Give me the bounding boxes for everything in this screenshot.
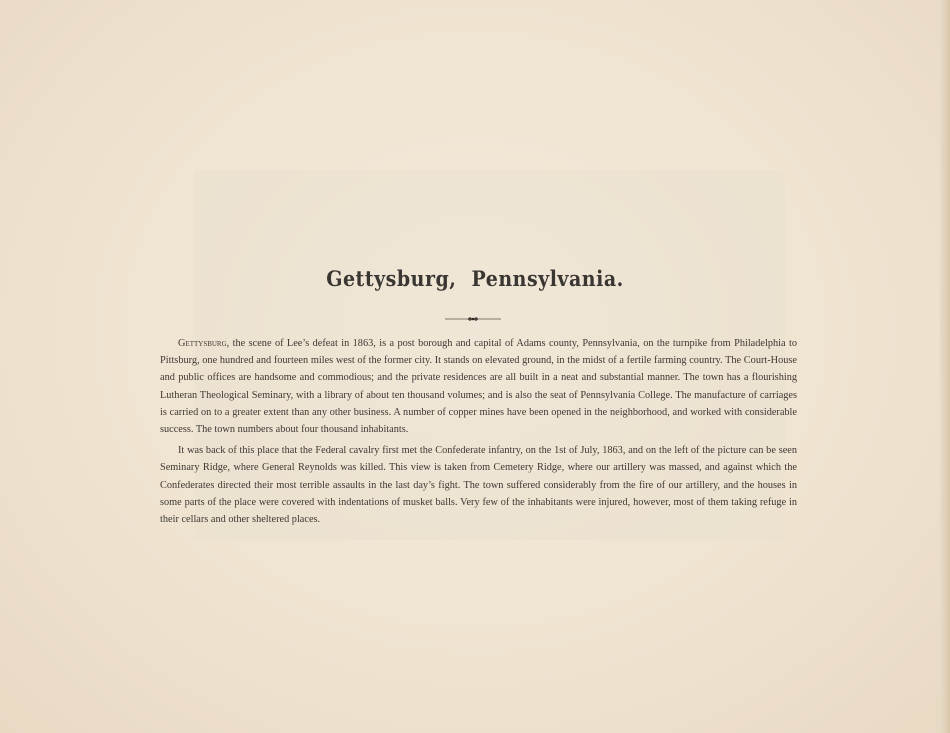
paragraph-1-lead: Gettysburg [178,338,227,349]
paragraph-1 [160,335,797,438]
title-word-2: Pennsylvania. [471,266,624,292]
title-word-1: Gettysburg, [326,266,457,292]
paragraph-1-body: , the scene of Lee’s defeat in 1863, is a post borough and capital of Adams county, Pennsylvania, on the turnpike from Philadelphia to Pittsburg, one hundred and fourteen miles west of the former city. It stands on elevated ground, in the midst of a fertile farming country. The Court-House and public offices are handsome and commodious; and the private residences are all built in a neat and substantial manner. The town has a flourishing Lutheran Theological Seminary, with a library of about ten thousand volumes; and is also the seat of Pennsylvania College. The manufacture of carriages is carried on to a greater extent than any other business. A number of copper mines have been opened in the neighborhood, and worked with considerable success. The town numbers about four thousand inhabitants. [160,338,797,436]
page-edge [940,0,950,733]
page-title [0,266,950,291]
paragraph-2: It was back of this place that the Federal cavalry first met the Confederate infantry, on the 1st of July, 1863, and on the left of the picture can be seen Seminary Ridge, where General Reynolds was killed. This view is taken from Cemetery Ridge, where our artillery was massed, and against which the Confederates directed their most terrible assaults in the last day’s fight. The town suffered considerably from the fire of our artillery, and the houses in some parts of the place were covered with indentations of musket balls. Very few of the inhabitants were injured, however, most of them taking refuge in their cellars and other sheltered places. [160,445,797,526]
divider-ornament-icon [445,315,501,323]
body-text [160,335,797,532]
